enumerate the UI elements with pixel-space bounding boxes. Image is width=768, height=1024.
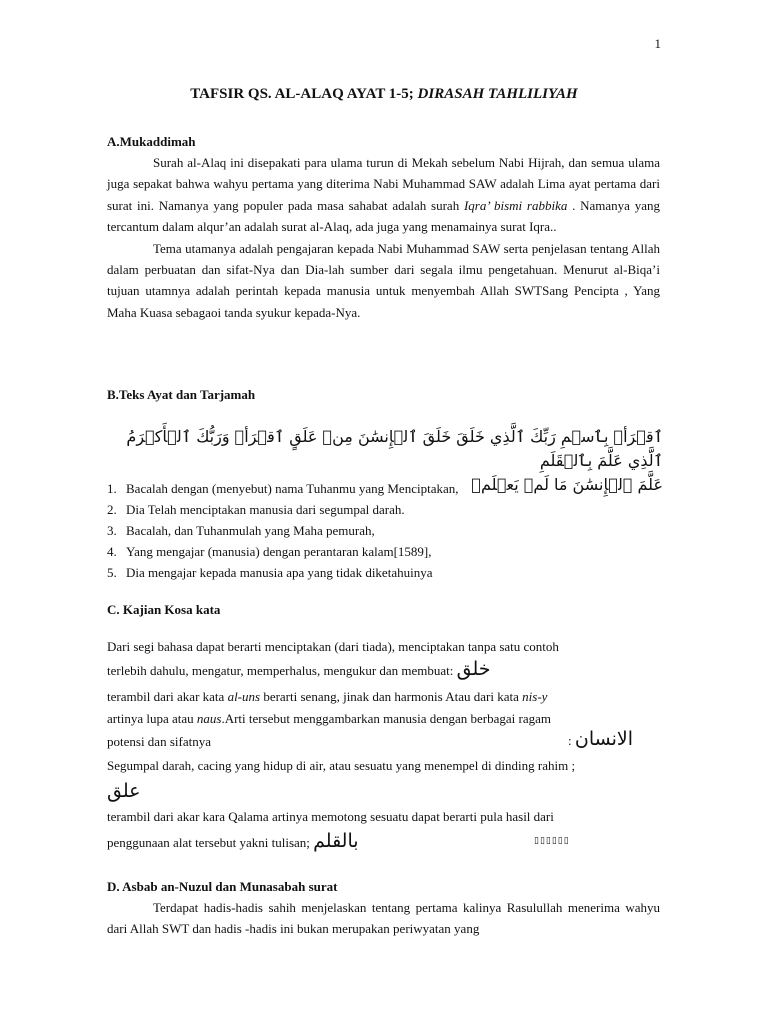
- list-text: Yang mengajar (manusia) dengan perantaran kalam[1589],: [126, 544, 432, 559]
- italic-run: nis-y: [522, 689, 548, 704]
- section-d-paragraph-1: Terdapat hadis-hadis sahih menjelaskan tentang pertama kalinya Rasulullah menerima wahyu dari Allah SWT dan hadis -hadis ini bukan merupakan periwyatan yang: [107, 900, 660, 937]
- arabic-verse-line-1: ٱقۡرَأۡ بِٱسۡمِ رَبِّكَ ٱلَّذِي خَلَقَ خَلَقَ ٱلۡإِنسَٰنَ مِنۡ عَلَقٍ ٱقۡرَأۡ وَرَبُّكَ ٱلۡأَكۡرَمُ ٱلَّذِي عَلَّمَ بِٱلۡقَلَمِ: [126, 427, 663, 470]
- document-title: [0, 86, 768, 103]
- insan-term: [568, 728, 633, 750]
- vocab-line-8: [107, 832, 667, 852]
- section-a-paragraph-2: Tema utamanya adalah pengajaran kepada Nabi Muhammad SAW serta penjelasan tentang Allah dalam perbuatan dan sifat-Nya dan Dia-lah sumber dari segala ilmu pengetahuan. Menurut al-Biqa’i tujuan utamnya adalah perintah kepada manusia untuk menyembah Allah SWTSang Pencipta , Yang Maha Kuasa sebagaoi tanda syukur kepada-Nya.: [107, 240, 660, 320]
- text-run: .Arti tersebut menggambarkan manusia dengan berbagai ragam: [221, 711, 552, 726]
- arabic-word-insan: الانسان: [574, 728, 633, 750]
- arabic-word-bilqalam: بالقلم: [313, 830, 359, 852]
- list-text: Dia Telah menciptakan manusia dari segumpal darah.: [126, 502, 405, 517]
- title-main: TAFSIR QS. AL-ALAQ AYAT 1-5;: [190, 86, 418, 102]
- text-run: berarti senang, jinak dan harmonis Atau dari kata: [260, 689, 523, 704]
- text-run: Surah al-Alaq ini disepakati para ulama turun di Mekah sebelum Nabi Hijrah, dan semua ulama juga sepakat bahwa wahyu pertama yang diterima Nabi Muhammad SAW adalah Lima ayat pertama dari surat ini. Namanya yang populer pada masa sahabat adalah surah: [107, 155, 660, 213]
- italic-run: Iqra’ bismi rabbika: [463, 197, 568, 213]
- list-number: 1.: [107, 481, 117, 496]
- text-run: terlebih dahulu, mengatur, memperhalus, mengukur dan membuat:: [107, 663, 457, 678]
- italic-run: al-uns: [227, 689, 261, 704]
- list-number: 4.: [107, 544, 117, 559]
- list-item: [107, 541, 667, 562]
- text-run: artinya lupa atau: [107, 711, 197, 726]
- section-b-heading: B.Teks Ayat dan Tarjamah: [107, 387, 256, 402]
- arabic-verse-line-2: عَلَّمَ ٱلۡإِنسَٰنَ مَا لَمۡ يَعۡلَمۡ: [471, 475, 663, 494]
- list-number: 5.: [107, 565, 117, 580]
- italic-run: naus: [196, 711, 222, 726]
- section-d-body: [107, 897, 660, 940]
- colon-marker: :: [568, 733, 575, 748]
- list-number: 3.: [107, 523, 117, 538]
- list-item: [107, 562, 667, 583]
- vocab-line-4: [107, 710, 667, 728]
- list-item: [107, 499, 667, 520]
- vocab-line-2: [107, 660, 667, 680]
- text-run: . Namanya yang tercantum dalam alqur’an adalah surat al-Alaq, ada juga yang menamainya surat Iqra..: [107, 197, 660, 235]
- missing-glyph-boxes: ▯▯▯▯▯▯: [534, 836, 570, 846]
- vocab-line-3: [107, 688, 667, 706]
- translation-list: [107, 478, 667, 583]
- list-number: 2.: [107, 502, 117, 517]
- list-text: Bacalah dengan (menyebut) nama Tuhanmu yang Menciptakan,: [126, 481, 459, 496]
- section-a-heading: A.Mukaddimah: [107, 134, 196, 149]
- list-text: Bacalah, dan Tuhanmulah yang Maha pemurah,: [126, 523, 375, 538]
- vocab-line-5: potensi dan sifatnya: [107, 734, 211, 749]
- vocab-line-7: terambil dari akar kara Qalama artinya memotong sesuatu dapat berarti pula hasil dari: [107, 809, 554, 824]
- page-number: 1: [654, 36, 661, 51]
- list-item: [107, 478, 667, 499]
- title-italic: DIRASAH TAHLILIYAH: [417, 86, 578, 102]
- text-run: penggunaan alat tersebut yakni tulisan;: [107, 835, 314, 850]
- section-a-paragraph-1: [107, 152, 660, 238]
- section-a-body: [107, 152, 660, 323]
- arabic-word-khalaq: خلق: [456, 658, 491, 680]
- list-text: Dia mengajar kepada manusia apa yang tidak diketahuinya: [126, 565, 433, 580]
- arabic-word-alaq: علق: [107, 780, 141, 802]
- text-run: terambil dari akar kata: [107, 689, 228, 704]
- section-d-heading: D. Asbab an-Nuzul dan Munasabah surat: [107, 879, 338, 894]
- list-item: [107, 520, 667, 541]
- vocab-line-1: Dari segi bahasa dapat berarti menciptakan (dari tiada), menciptakan tanpa satu contoh: [107, 639, 559, 654]
- vocab-line-6: Segumpal darah, cacing yang hidup di air, atau sesuatu yang menempel di dinding rahim ;: [107, 758, 576, 773]
- section-c-heading: C. Kajian Kosa kata: [107, 602, 221, 617]
